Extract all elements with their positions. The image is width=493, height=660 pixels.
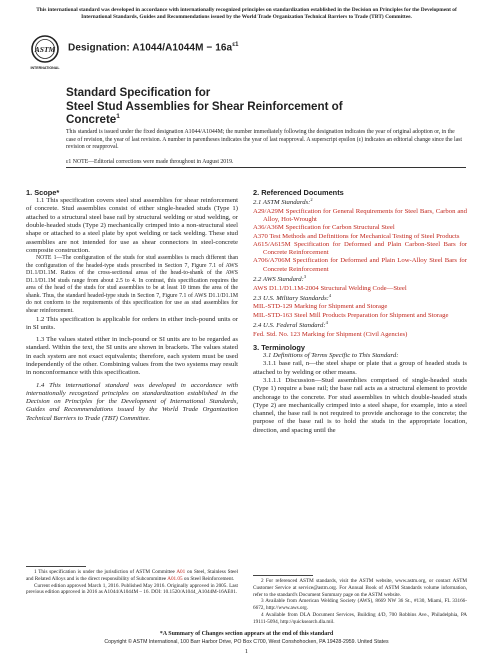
federal-reference: [253, 331, 467, 339]
reference-code-link[interactable]: MIL-STD-163: [253, 311, 293, 319]
aws-standard-heading: 2.2 AWS Standard:: [253, 276, 304, 284]
note-1: NOTE 1—The configuration of the studs for stud assemblies is much different than the configuration of the headed-type studs prescribed in Section 7, Figure 7.1 of AWS D1.1/D1.1M. Ratios of the cross-sectional areas of the head-to-shank of the AWS D1.1/D1.1M studs range from about 2.5 to 4. In contrast, this specification requires the area of the head of the studs for stud assemblies to be at least 10 times the area of the shank. Thus, the standard headed-type studs in Section 7, Figure 7.1 of AWS D1.1/D1.1M do not conform to the requirements of this specification for use as stud assemblies for shear reinforcement.: [26, 255, 238, 314]
fn1-text-b: on Steel, Stainless Steel and Related Alloys and is the direct responsibility of Subcommittee: [26, 569, 238, 582]
right-column: [253, 188, 467, 435]
reference-code-link[interactable]: A370: [253, 232, 268, 240]
astm-reference-list: [253, 208, 467, 274]
astm-standards-fn: 2: [310, 197, 313, 203]
summary-of-changes-note: *A Summary of Changes section appears at the end of this standard: [159, 631, 334, 637]
reference-code-link[interactable]: MIL-STD-129: [253, 303, 293, 311]
reference-code-link[interactable]: A615/A615M: [253, 240, 291, 248]
astm-reference-item: [253, 257, 467, 274]
para-1-4: 1.4 This international standard was developed in accordance with internationally recognized principles on standardization established in the Decision on Principles for the Development of International Standards, Guides and Recommendations issued by the World Trade Organization Technical Barriers to Trade (TBT) Committee.: [26, 381, 238, 422]
reference-title-link[interactable]: Test Methods and Definitions for Mechanical Testing of Steel Products: [269, 232, 460, 240]
left-column: [26, 188, 238, 423]
footnote-1: [26, 569, 238, 596]
military-reference-item: [253, 312, 467, 320]
title-footnote-ref: 1: [116, 113, 120, 121]
para-1-1: 1.1 This specification covers steel stud assemblies for shear reinforcement of concrete. Stud assemblies consist of either single-headed studs (Type 1) attached to a structural steel base rail by structural welding or stud welding, or double-headed studs (Type 2) mechanically crimped into a non-structural steel shape or attached to a steel plate by spot welding or tack welding. These stud assemblies are not intended for use as shear connectors in steel-concrete composite construction.: [26, 197, 238, 254]
fn1-text-c: on Steel Reinforcement.: [182, 575, 235, 582]
astm-reference-item: [253, 241, 467, 258]
copyright-line: Copyright © ASTM International, 100 Barr Harbor Drive, PO Box C700, West Conshohocken, PA 19428-2959. United States: [104, 639, 389, 645]
aws-standard-fn: 3: [303, 274, 307, 280]
footnote-3: 3 Available from American Welding Society (AWS), 8669 NW 36 St., #130, Miami, FL 33166-6672, http://www.aws.org.: [253, 598, 467, 611]
para-1-2: 1.2 This specification is applicable for orders in either inch-pound units or in SI units.: [26, 315, 238, 331]
editorial-note: ε1 NOTE—Editorial corrections were made throughout in August 2019.: [66, 159, 234, 165]
federal-reference-title[interactable]: Marking for Shipment (Civil Agencies): [301, 330, 408, 338]
military-standards-fn: 4: [328, 292, 332, 298]
designation-text: Designation: A1044/A1044M − 16a: [68, 42, 233, 54]
title-line-1: Standard Specification for: [66, 86, 211, 99]
federal-standard-heading: 2.4 U.S. Federal Standard:: [253, 322, 326, 330]
reference-title-link[interactable]: Marking for Shipment and Storage: [294, 303, 388, 311]
section-heading-scope: 1. Scope*: [26, 188, 60, 197]
astm-reference-item: [253, 224, 467, 232]
reference-title-link[interactable]: Steel Mill Products Preparation for Shipment and Storage: [294, 311, 449, 319]
right-footnote-divider: [253, 575, 313, 576]
aws-reference[interactable]: AWS D1.1/D1.1M-2004 Structural Welding Code—Steel: [253, 284, 407, 292]
title-line-3: Concrete: [66, 113, 117, 127]
fn1-link-a0105[interactable]: A01.05: [167, 575, 183, 582]
reference-code-link[interactable]: A29/A29M: [253, 207, 284, 215]
page-title: [66, 86, 396, 127]
footnote-2: 2 For referenced ASTM standards, visit the ASTM website, www.astm.org, or contact ASTM Customer Service at service@astm.org. For Annual Book of ASTM Standards volume information, refer to the standard's Document Summary page on the ASTM website.: [253, 578, 467, 598]
fn1-edition: Current edition approved March 1, 2016. Published May 2016. Originally approved in 2005. Last previous edition approved in 2016 as A1044/A1044M – 16. DOI: 10.1520/A1044_A1044M-16AE01.: [26, 582, 238, 596]
page-number: 1: [244, 648, 249, 655]
logo-text: INTERNATIONAL: [30, 66, 60, 70]
fn1-text-a: 1 This specification is under the jurisdiction of ASTM Committee: [34, 569, 177, 575]
header-notice: This international standard was developed in accordance with internationally recognized principles on standardization established in the Decision on Principles for the Development of International Standards, Guides and Recommendations issued by the World Trade Organization Technical Barriers to Trade (TBT) Committee.: [36, 7, 457, 20]
reference-code-link[interactable]: A36/A36M: [253, 224, 284, 232]
footnote-4: 4 Available from DLA Document Services, Building 4/D, 700 Robbins Ave., Philadelphia, PA 19111-5094, http://quicksearch.dla.mil.: [253, 611, 467, 625]
title-line-2: Steel Stud Assemblies for Shear Reinforcement of: [66, 99, 343, 113]
federal-reference-code[interactable]: Fed. Std. No. 123: [253, 330, 301, 338]
designation: [68, 42, 239, 53]
header-divider: [66, 167, 466, 168]
section-heading-terminology: 3. Terminology: [253, 342, 306, 352]
astm-logo: [30, 34, 60, 72]
para-1-3: 1.3 The values stated either in inch-pound or SI units are to be regarded as standard. Within the text, the SI units are shown in brackets. The values stated in each system are not exact equivalents; therefore, each system must be used independently of the other. Combining values from the two systems may result in nonconformance with this specification.: [26, 336, 238, 377]
fn1-link-a01[interactable]: A01: [176, 569, 186, 575]
para-3-1: 3.1 Definitions of Terms Specific to This Standard:: [263, 352, 399, 360]
astm-reference-item: [253, 233, 467, 241]
reference-code-link[interactable]: A706/A706M: [253, 257, 291, 265]
military-reference-item: [253, 303, 467, 311]
designation-epsilon: ε1: [232, 42, 239, 48]
military-standards-heading: 2.3 U.S. Military Standards:: [253, 295, 329, 303]
svg-text:ASTM: ASTM: [34, 45, 56, 54]
para-3-1-1-1: 3.1.1.1 Discussion—Stud assemblies comprised of single-headed studs (Type 1) require a base rail; the base rail acts as a structural element to provide anchorage to the concrete. For stud assemblies in which double-headed studs (Type 2) are mechanically crimped into a steel shape, for example, into a steel channel, the base rail is not required to provide anchorage to the concrete; the purpose of the base rail is to hold the studs in the appropriate location, direction, and spacing until the: [253, 376, 467, 434]
section-heading-references: 2. Referenced Documents: [253, 188, 344, 197]
issued-statement: This standard is issued under the fixed designation A1044/A1044M; the number immediately following the designation indicates the year of original adoption or, in the case of revision, the year of last revision. A number in parentheses indicates the year of last reapproval. A superscript epsilon (ε) indicates an editorial change since the last revision or reapproval.: [66, 129, 463, 151]
federal-standard-fn: 4: [325, 320, 328, 326]
reference-title-link[interactable]: Specification for Deformed and Plain Low-Alloy Steel Bars for Concrete Reinforcement: [263, 257, 468, 273]
reference-title-link[interactable]: Specification for Deformed and Plain Carbon-Steel Bars for Concrete Reinforcement: [263, 240, 468, 257]
reference-title-link[interactable]: Specification for General Requirements for Steel Bars, Carbon and Alloy, Hot-Wrought: [263, 207, 467, 223]
astm-standards-heading: 2.1 ASTM Standards:: [253, 199, 311, 207]
astm-reference-item: [253, 208, 467, 225]
reference-title-link[interactable]: Specification for Carbon Structural Steel: [285, 224, 395, 232]
para-3-1-1: 3.1.1 base rail, n—the steel shape or plate that a group of headed studs is attached to by welding or other means.: [253, 360, 467, 376]
military-reference-list: [253, 303, 467, 320]
right-footnotes: [253, 578, 467, 625]
left-footnote-divider: [26, 566, 86, 567]
